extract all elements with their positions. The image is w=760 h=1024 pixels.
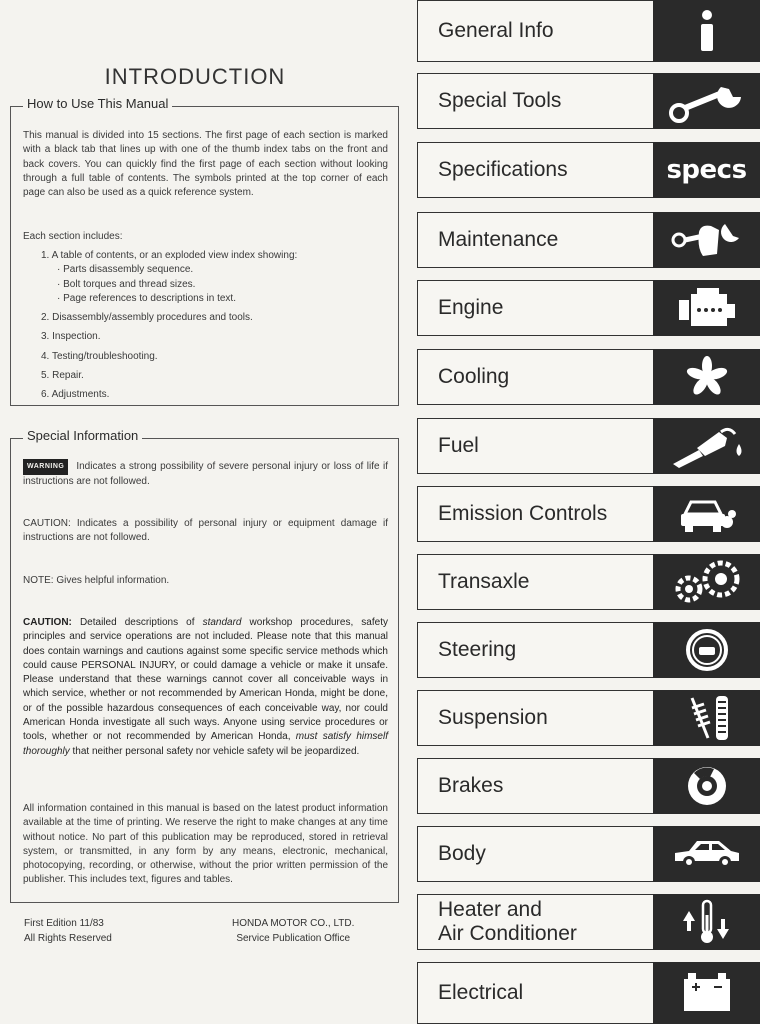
note-paragraph: NOTE: Gives helpful information. xyxy=(23,575,170,586)
brake-disc-icon xyxy=(653,758,760,814)
caution-label: CAUTION: xyxy=(23,617,72,628)
tab-label-line: Heater and xyxy=(438,898,542,921)
tab-label: Body xyxy=(417,826,653,882)
battery-icon xyxy=(653,962,760,1024)
tab-label: Transaxle xyxy=(417,554,653,610)
car-exhaust-icon xyxy=(653,486,760,542)
tab-transaxle[interactable] xyxy=(417,554,760,610)
caution-text: workshop procedures, safety principles and service operations are not included. Please note that this manual does contain warnings and cautions against some specific service methods which could cause PERSONAL INJURY, or could damage a vehicle or make it unsafe. Please understand that these warnings cannot cover all conceivable ways in which service, whether or not recommended by American Honda, might be done, or of the possible hazardous consequences of each conceivable way, nor could American Honda investigate all such ways. Anyone using service procedures or tools, whether or not recommended by American Honda, xyxy=(23,617,388,743)
tab-fuel[interactable] xyxy=(417,418,760,474)
fuel-nozzle-icon xyxy=(653,418,760,474)
steering-wheel-icon xyxy=(653,622,760,678)
warning-paragraph xyxy=(23,459,388,490)
tab-emission-controls[interactable] xyxy=(417,486,760,542)
list-item: 3. Inspection. xyxy=(41,331,101,343)
list-item: 1. A table of contents, or an exploded view index showing: xyxy=(41,250,298,261)
rights-text: All Rights Reserved xyxy=(24,933,112,944)
tab-label: Steering xyxy=(417,622,653,678)
tab-label: Specifications xyxy=(417,142,653,198)
section-includes-list xyxy=(41,249,388,403)
tab-steering[interactable] xyxy=(417,622,760,678)
tab-brakes[interactable] xyxy=(417,758,760,814)
tab-label xyxy=(417,894,653,950)
engine-icon xyxy=(653,280,760,336)
wrench-icon xyxy=(653,73,760,129)
tab-label: Brakes xyxy=(417,758,653,814)
edition-text: First Edition 11/83 xyxy=(24,918,104,929)
special-information-heading: Special Information xyxy=(23,428,142,443)
tab-maintenance[interactable] xyxy=(417,212,760,268)
special-information-panel xyxy=(10,428,399,903)
tab-engine[interactable] xyxy=(417,280,760,336)
tab-label: Electrical xyxy=(417,962,653,1024)
section-index-tabs xyxy=(417,0,760,1024)
office-name: Service Publication Office xyxy=(236,933,351,944)
list-item: 4. Testing/troubleshooting. xyxy=(41,350,158,362)
tab-special-tools[interactable] xyxy=(417,73,760,129)
tab-label: Maintenance xyxy=(417,212,653,268)
caution-emphasis: standard xyxy=(202,617,242,628)
list-item: · Parts disassembly sequence. xyxy=(57,263,388,277)
caution-text: that neither personal safety nor vehicle safety wil be jeopardized. xyxy=(69,745,360,757)
edition-info xyxy=(24,916,112,946)
tab-label: Fuel xyxy=(417,418,653,474)
tab-label: Cooling xyxy=(417,349,653,405)
caution-emphasis: must satisfy himself thoroughly xyxy=(23,731,388,757)
disclaimer-paragraph: All information contained in this manual is based on the latest product information available at the time of printing. We reserve the right to make changes at any time without notice. No part of this publication may be reproduced, stored in retrieval system, or transmitted, in any form by any means, electronic, mechanical, photocopying, recording, or otherwise, without the prior written permission of the publisher. This includes text, figures and tables. xyxy=(23,803,388,886)
specs-icon xyxy=(653,142,760,198)
tab-general-info[interactable] xyxy=(417,0,760,62)
tab-label: General Info xyxy=(417,0,653,62)
list-item: · Page references to descriptions in text. xyxy=(57,292,388,306)
caution-text: Detailed descriptions of xyxy=(71,617,203,628)
tab-cooling[interactable] xyxy=(417,349,760,405)
how-to-use-panel xyxy=(10,96,399,406)
shock-absorber-icon xyxy=(653,690,760,746)
tab-label: Engine xyxy=(417,280,653,336)
fan-icon xyxy=(653,349,760,405)
sub-list xyxy=(41,263,388,306)
car-body-icon xyxy=(653,826,760,882)
list-item: 2. Disassembly/assembly procedures and tools. xyxy=(41,312,253,324)
tab-label-line: Air Conditioner xyxy=(438,922,577,945)
tab-suspension[interactable] xyxy=(417,690,760,746)
hand-wrench-icon xyxy=(653,212,760,268)
info-icon xyxy=(653,0,760,62)
tab-label: Emission Controls xyxy=(417,486,653,542)
thermometer-icon xyxy=(653,894,760,950)
tab-specifications[interactable] xyxy=(417,142,760,198)
publisher-info xyxy=(232,916,354,946)
list-item: · Bolt torques and thread sizes. xyxy=(57,278,388,292)
sub-list-container xyxy=(41,263,388,306)
specs-icon-text: specs xyxy=(666,155,747,185)
caution-paragraph: CAUTION: Indicates a possibility of personal injury or equipment damage if instructions are not followed. xyxy=(23,518,388,544)
tab-label: Suspension xyxy=(417,690,653,746)
tab-electrical[interactable] xyxy=(417,962,760,1024)
list-item: 6. Adjustments. xyxy=(41,389,110,401)
tab-heater-air-conditioner[interactable] xyxy=(417,894,760,950)
warning-badge: WARNING xyxy=(23,459,68,475)
section-includes-label: Each section includes: xyxy=(23,231,123,242)
tab-body[interactable] xyxy=(417,826,760,882)
how-to-use-heading: How to Use This Manual xyxy=(23,96,172,111)
list-item: 5. Repair. xyxy=(41,370,84,382)
tab-label: Special Tools xyxy=(417,73,653,129)
company-name: HONDA MOTOR CO., LTD. xyxy=(232,918,355,929)
caution-detailed-paragraph xyxy=(23,616,388,759)
warning-text: Indicates a strong possibility of severe personal injury or loss of life if instructions are not followed. xyxy=(23,461,388,488)
page-title: INTRODUCTION xyxy=(104,64,286,89)
how-to-use-paragraph: This manual is divided into 15 sections. The first page of each section is marked with a black tab that lines up with one of the thumb index tabs on the front and back covers. You can quickly find the first page of each section without looking through a full table of contents. The symbols printed at the top corner of each page can also be used as a quick reference system. xyxy=(23,130,388,199)
gears-icon xyxy=(653,554,760,610)
